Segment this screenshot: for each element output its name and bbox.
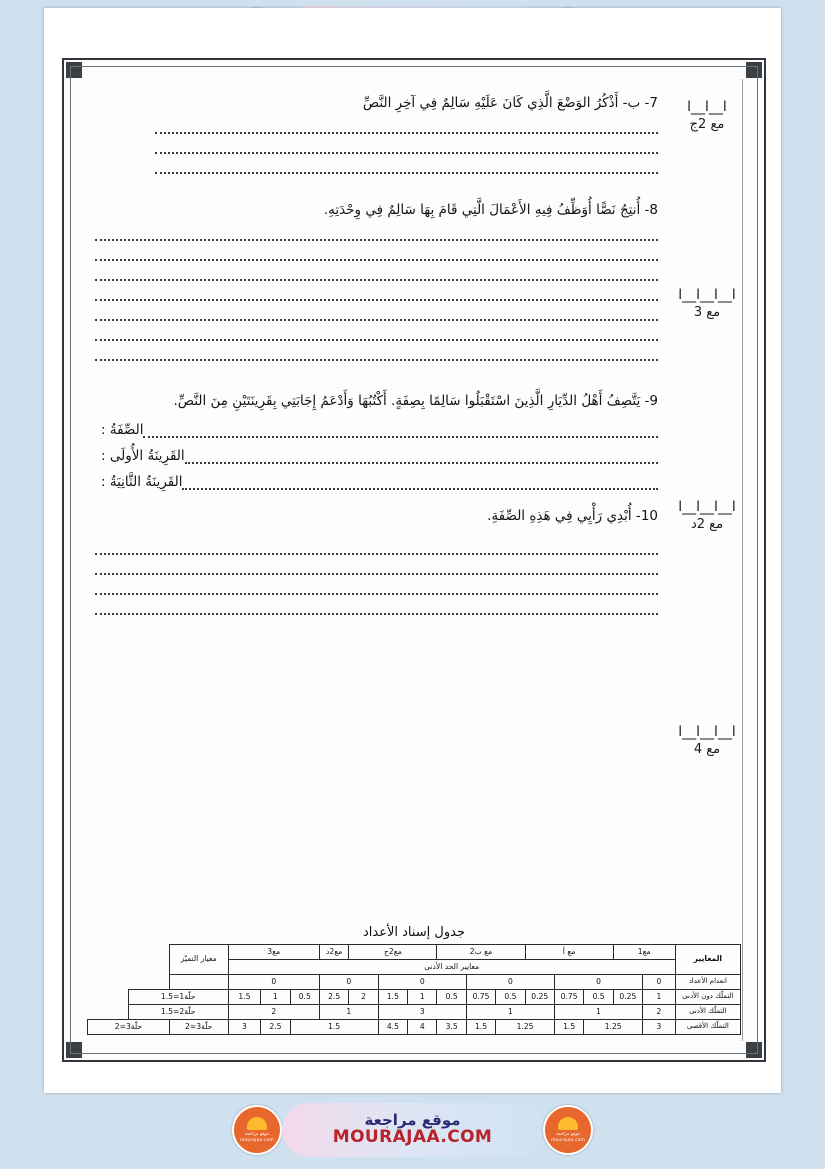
grading-cell-1-13: 1 xyxy=(261,990,290,1005)
mourajaa-logo-icon-3 xyxy=(232,1105,282,1155)
question-9-field-3-input[interactable] xyxy=(182,475,658,490)
question-8-text: 8- أُنتِجُ نَصًّا أُوَظِّفُ فِيهِ الأَعْمَالَ الَّتِي قَامَ بِهَا سَالِمٌ فِي وِحْدَتِهِ. xyxy=(323,201,658,218)
grading-header-crit-2: مع أ xyxy=(525,945,613,960)
mark-boxes-q10: ا__ا__ا__ا xyxy=(678,724,736,740)
watermark-pill-bottom xyxy=(282,1103,544,1157)
grading-cell-1-12: 0.5 xyxy=(290,990,319,1005)
grading-cell-1-8: 1 xyxy=(408,990,437,1005)
grading-cell-3-3: 1.25 xyxy=(496,1020,555,1035)
grading-cell-1-0: 1 xyxy=(643,990,676,1005)
question-9-field-1-label: الصِّفَةُ : xyxy=(101,421,144,438)
mark-label-q7: مع 2ج xyxy=(689,117,725,132)
grading-header-group-min: معايير الحد الأدنى xyxy=(228,960,675,975)
grading-cell-1-7: 0.5 xyxy=(437,990,466,1005)
answer-line-8-5[interactable] xyxy=(95,319,658,321)
grading-row-label-2: التملّك الأدنى xyxy=(675,1005,740,1020)
grading-header-crit-6: مع3 xyxy=(228,945,319,960)
mark-label-q9: مع 2د xyxy=(690,517,724,532)
grading-header-crit-5: مع2د xyxy=(319,945,348,960)
exam-content xyxy=(85,79,743,1041)
grading-cell-3-2: 1.5 xyxy=(554,1020,583,1035)
grading-table-row-level0 xyxy=(88,975,741,990)
grading-table-row-level3 xyxy=(88,1020,741,1035)
question-9-field-2-label: القَرِينَةُ الأُولَى : xyxy=(101,447,185,464)
grading-cell-0-f xyxy=(169,975,228,990)
grading-table-header-row-1 xyxy=(88,945,741,960)
scanned-exam-frame xyxy=(62,58,766,1062)
grading-row-label-1: التملّك دون الأدنى xyxy=(675,990,740,1005)
grading-header-crit-1: مع1 xyxy=(613,945,675,960)
logo-caption-4: موقع مراجعة mourajaa.com xyxy=(551,1132,586,1143)
mark-label-q10: مع 4 xyxy=(693,742,721,757)
grading-header-crit-3: مع ب2 xyxy=(437,945,525,960)
grading-cell-2-3: 3 xyxy=(378,1005,466,1020)
question-7b-text: 7- ب- أَذْكُرُ الوَضْعَ الَّذِي كَانَ عَلَيْهِ سَالِمٌ فِي آخِرِ النَّصِّ xyxy=(362,95,658,111)
grading-cell-1-14: 1.5 xyxy=(228,990,261,1005)
answer-line-8-3[interactable] xyxy=(95,279,658,281)
question-9-text: 9- يَتَّصِفُ أَهْلُ الدِّيَارِ الَّذِينَ اسْتَقْبَلُوا سَالِمًا بِصِفَةٍ. أَكْتُبُهَا وَأَدْعَمُ إِجَابَتِي بِقَرِينَتَيْنِ مِنَ النَّصِّ. xyxy=(173,392,658,409)
answer-line-10-1[interactable] xyxy=(95,553,658,555)
answer-line-7b-3[interactable] xyxy=(155,172,658,174)
grading-table-title: جدول إسناد الأعداد xyxy=(362,925,466,940)
watermark-title-ar-bottom: موقع مراجعة xyxy=(364,1111,461,1130)
answer-line-7b-1[interactable] xyxy=(155,132,658,134)
question-9-field-1[interactable] xyxy=(95,422,658,438)
mark-boxes-q8: ا__ا__ا__ا xyxy=(678,287,736,303)
grading-cell-0-d: 0 xyxy=(319,975,378,990)
grading-cell-2-2: 1 xyxy=(466,1005,554,1020)
answer-line-7b-2[interactable] xyxy=(155,152,658,154)
grading-cell-1-10: 2 xyxy=(349,990,378,1005)
grading-table xyxy=(87,944,741,1035)
grading-cell-2-5: 2 xyxy=(228,1005,319,1020)
question-9-field-3[interactable] xyxy=(95,474,658,490)
mark-cell-q8 xyxy=(672,287,742,320)
grading-cell-0-a: 0 xyxy=(554,975,642,990)
question-9-field-3-label: القَرِينَةُ الثَّانِيَةُ : xyxy=(101,473,183,490)
grading-cell-0-level: 0 xyxy=(643,975,676,990)
mark-boxes-q7: ا__ا__ا xyxy=(687,99,727,115)
grading-cell-1-6: 0.75 xyxy=(466,990,495,1005)
answer-line-8-7[interactable] xyxy=(95,359,658,361)
logo-caption-3: موقع مراجعة mourajaa.com xyxy=(240,1132,275,1143)
grading-cell-0-c: 0 xyxy=(378,975,466,990)
mark-cell-q7 xyxy=(672,99,742,132)
grading-cell-3-11: حلّة3=2 xyxy=(169,1020,228,1035)
answer-line-10-2[interactable] xyxy=(95,573,658,575)
question-9-field-2[interactable] xyxy=(95,448,658,464)
answer-line-8-6[interactable] xyxy=(95,339,658,341)
scanned-exam-inner-border xyxy=(70,66,758,1054)
grading-cell-3-8: 1.5 xyxy=(290,1020,378,1035)
grading-cell-1-3: 0.75 xyxy=(554,990,583,1005)
question-10-text: 10- أُبْدِي رَأْيِي فِي هَذِهِ الصِّفَةِ. xyxy=(487,507,658,524)
mourajaa-logo-icon-4 xyxy=(543,1105,593,1155)
question-9-field-2-input[interactable] xyxy=(185,449,658,464)
mark-boxes-q9: ا__ا__ا__ا xyxy=(678,499,736,515)
grading-table-row-level2 xyxy=(88,1005,741,1020)
grading-cell-2-0: 2 xyxy=(643,1005,676,1020)
grading-table-row-level1 xyxy=(88,990,741,1005)
grading-cell-3-9: 2.5 xyxy=(261,1020,290,1035)
grading-header-crit-4: مع2ج xyxy=(349,945,437,960)
graduation-cap-icon-4 xyxy=(558,1117,578,1130)
grading-header-criteria: المعايير xyxy=(675,945,740,975)
answer-line-8-4[interactable] xyxy=(95,299,658,301)
grading-cell-3-7: 4.5 xyxy=(378,1020,407,1035)
question-9-field-1-input[interactable] xyxy=(143,423,658,438)
answer-line-8-2[interactable] xyxy=(95,259,658,261)
grading-cell-3-6: 4 xyxy=(408,1020,437,1035)
grading-cell-1-1: 0.25 xyxy=(613,990,642,1005)
grading-row-label-0: انعدام الأعداد xyxy=(675,975,740,990)
grading-cell-1-2: 0.5 xyxy=(584,990,613,1005)
grading-cell-1-15: حلّة1=1.5 xyxy=(128,990,228,1005)
grading-cell-1-5: 0.5 xyxy=(496,990,525,1005)
mark-cell-q9 xyxy=(672,499,742,532)
grading-cell-3-1: 1.25 xyxy=(584,1020,643,1035)
mark-cell-q10 xyxy=(672,724,742,757)
grading-cell-2-6: حلّة2=1.5 xyxy=(128,1005,228,1020)
grading-cell-1-9: 1.5 xyxy=(378,990,407,1005)
document-page xyxy=(44,8,781,1093)
grading-cell-3-4: 1.5 xyxy=(466,1020,495,1035)
grading-cell-2-1: 1 xyxy=(554,1005,642,1020)
grading-table-section xyxy=(87,925,741,1035)
grading-cell-0-b: 0 xyxy=(466,975,554,990)
answer-line-10-4[interactable] xyxy=(95,613,658,615)
answer-line-8-1[interactable] xyxy=(95,239,658,241)
bottom-watermark-banner xyxy=(0,1097,825,1163)
grading-cell-3-5: 3.5 xyxy=(437,1020,466,1035)
watermark-url-bottom: MOURAJAA.COM xyxy=(332,1126,493,1147)
marks-column xyxy=(672,79,743,1041)
answers-column xyxy=(85,79,672,1041)
grading-cell-1-11: 2.5 xyxy=(319,990,348,1005)
answer-line-10-3[interactable] xyxy=(95,593,658,595)
grading-row-label-3: التملّك الأقصى xyxy=(675,1020,740,1035)
grading-cell-3-10: 3 xyxy=(228,1020,261,1035)
grading-cell-0-e: 0 xyxy=(228,975,319,990)
grading-cell-3-12: حلّة3=2 xyxy=(88,1020,170,1035)
mark-label-q8: مع 3 xyxy=(693,305,721,320)
grading-cell-2-4: 1 xyxy=(319,1005,378,1020)
grading-cell-1-4: 0.25 xyxy=(525,990,554,1005)
grading-cell-3-0: 3 xyxy=(643,1020,676,1035)
graduation-cap-icon-3 xyxy=(247,1117,267,1130)
grading-header-group-extra: معيار التميّز xyxy=(169,945,228,975)
